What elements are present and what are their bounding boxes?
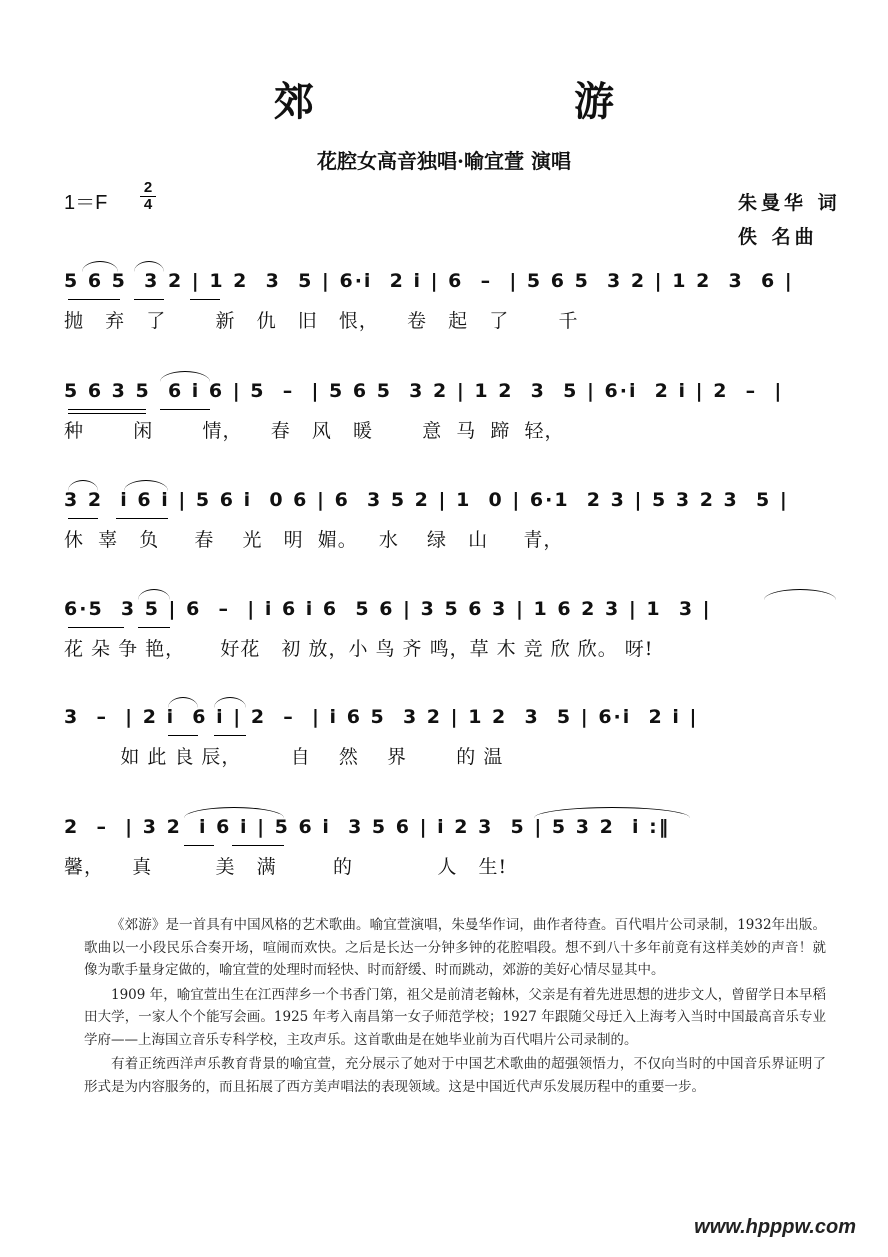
underline (68, 627, 124, 628)
score-notes: 3 – | 2 i 6 i | 2 – | i 6 5 3 2 | 1 2 3 5 | 6·i 2 i | (64, 706, 699, 728)
underline (68, 413, 146, 414)
score-line-3 (64, 489, 836, 579)
score-line-2 (64, 380, 836, 470)
paragraph: 《郊游》是一首具有中国风格的艺术歌曲。喻宜萱演唱，朱曼华作词，曲作者待查。百代唱片公司录制，1932年出版。歌曲以一小段民乐合奏开场，喧闹而欢快。之后是长达一分钟多钟的花腔唱段。想不到八十多年前竟有这样美妙的声音！就像为歌手量身定做的，喻宜萱的处理时而轻快、时而舒缓、时而跳动，郊游的美好心情尽显其中。 (84, 917, 826, 978)
score-notes: 3 2 i 6 i | 5 6 i 0 6 | 6 3 5 2 | 1 0 | 6·1 2 3 | 5 3 2 3 5 | (64, 489, 789, 511)
slur (124, 480, 168, 491)
key-signature: 1＝F (64, 192, 108, 214)
underline (232, 845, 284, 846)
score-notes: 2 – | 3 2 i 6 i | 5 6 i 3 5 6 | i 2 3 5 | 5 3 2 i :‖ (64, 816, 671, 838)
score-lyrics: 如 此 良 辰， 自 然 界 的 温 (64, 746, 504, 768)
underline (138, 627, 170, 628)
underline (68, 409, 146, 410)
score-lyrics: 花 朵 争 艳， 好花 初 放，小 鸟 齐 鸣，草 木 竞 欣 欣。 呀! (64, 638, 654, 660)
slur (534, 807, 690, 818)
underline (168, 735, 198, 736)
score-line-4 (64, 598, 836, 688)
paragraph: 1909 年，喻宜萱出生在江西萍乡一个书香门第，祖父是前清老翰林，父亲是有着先进思想的进步文人，曾留学日本早稻田大学，一家人个个能写会画。1925 年考入南昌第一女子师范学校；1927 年跟随父母迁入上海考入当时中国最高音乐专业学府——上海国立音乐专科学校，主攻声乐。这首歌曲是在她毕业前为百代唱片公司录制的。 (84, 986, 826, 1048)
time-signature (140, 180, 156, 213)
score-notes: 6·5 3 5 | 6 – | i 6 i 6 5 6 | 3 5 6 3 | 1 6 2 3 | 1 3 | (64, 598, 712, 620)
score-lyrics: 休 辜 负 春 光 明 媚。 水 绿 山 青， (64, 529, 564, 551)
slur (134, 261, 164, 272)
score-notes: 5 6 3 5 6 i 6 | 5 – | 5 6 5 3 2 | 1 2 3 5 | 6·i 2 i | 2 – | (64, 380, 784, 402)
score-lyrics: 馨， 真 美 满 的 人 生! (64, 856, 508, 878)
meter-top: 2 (143, 179, 153, 196)
slur (214, 697, 246, 708)
paragraph: 有着正统西洋声乐教育背景的喻宜萱，充分展示了她对于中国艺术歌曲的超强领悟力，不仅向当时的中国音乐界证明了形式是为内容服务的，而且拓展了西方美声唱法的表现领域。这是中国近代声乐发展历程中的重要一步。 (84, 1056, 826, 1095)
slur (138, 589, 170, 600)
underline (116, 518, 168, 519)
article-text (84, 914, 826, 1100)
underline (214, 735, 246, 736)
lyricist-credit: 朱曼华 词 (738, 192, 841, 214)
underline (134, 299, 164, 300)
slur (764, 589, 836, 600)
underline (68, 518, 98, 519)
score-lyrics: 种 闲 情， 春 风 暖 意 马 蹄 轻， (64, 420, 565, 442)
score-line-1 (64, 270, 836, 360)
score-line-5 (64, 706, 836, 796)
slur (160, 371, 210, 382)
score-notes: 5 6 5 3 2 | 1 2 3 5 | 6·i 2 i | 6 – | 5 6 5 3 2 | 1 2 3 6 | (64, 270, 794, 292)
slur (184, 807, 284, 818)
song-subtitle: 花腔女高音独唱·喻宜萱 演唱 (317, 149, 571, 173)
underline (160, 409, 210, 410)
score-line-6 (64, 816, 836, 906)
slur (68, 480, 98, 491)
meter-bottom: 4 (140, 196, 156, 213)
slur (168, 697, 198, 708)
underline (68, 299, 120, 300)
underline (184, 845, 214, 846)
underline (190, 299, 220, 300)
slur (82, 261, 118, 272)
score-lyrics: 抛 弃 了 新 仇 旧 恨， 卷 起 了 千 (64, 310, 579, 332)
website-watermark: www.hpppw.com (694, 1216, 856, 1238)
composer-credit: 佚 名曲 (738, 226, 818, 248)
song-title: 郊 游 (274, 78, 724, 125)
